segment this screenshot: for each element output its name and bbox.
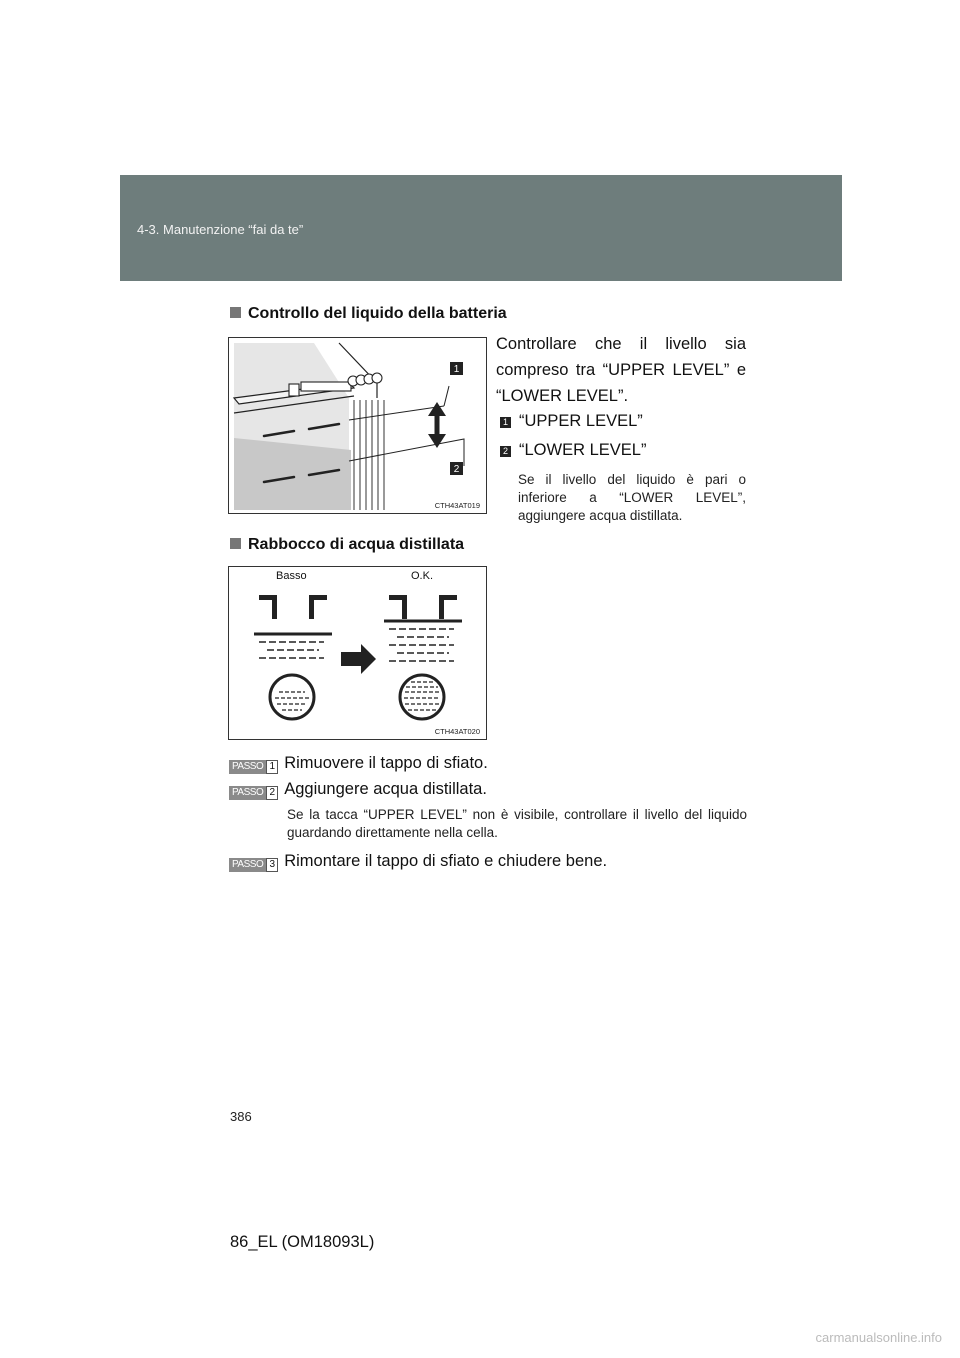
svg-text:1: 1 [453, 364, 460, 375]
document-code-footer: 86_EL (OM18093L) [230, 1233, 375, 1251]
svg-text:2: 2 [453, 464, 460, 475]
label-low: Basso [276, 570, 307, 582]
watermark-text: carmanualsonline.info [815, 1330, 942, 1345]
section-title-battery-check: Controllo del liquido della batteria [230, 305, 507, 323]
square-bullet-icon [230, 538, 241, 549]
legend-item-lower: 2 “LOWER LEVEL” [500, 441, 646, 460]
step-3: PASSO 3 Rimontare il tappo di sfiato e chiudere bene. [229, 852, 607, 872]
step-badge-icon: PASSO 3 [229, 858, 278, 872]
page-number: 386 [230, 1109, 252, 1124]
chapter-header-title: 4-3. Manutenzione “fai da te” [137, 222, 304, 237]
callout-2-icon: 2 [500, 446, 511, 457]
step-1: PASSO 1 Rimuovere il tappo di sfiato. [229, 754, 488, 774]
battery-check-note: Se il livello del liquido è pari o inferiore a “LOWER LEVEL”, aggiungere acqua distillata. [518, 472, 746, 523]
step-badge-icon: PASSO 2 [229, 786, 278, 800]
section-title-distilled-water: Rabbocco di acqua distillata [230, 536, 464, 554]
figure-code: CTH43AT019 [434, 501, 480, 510]
step-2: PASSO 2 Aggiungere acqua distillata. [229, 780, 487, 800]
figure-refill-levels [228, 566, 487, 740]
battery-check-paragraph: Controllare che il livello sia compreso tra “UPPER LEVEL” e “LOWER LEVEL”. [496, 335, 746, 405]
square-bullet-icon [230, 307, 241, 318]
step-badge-icon: PASSO 1 [229, 760, 278, 774]
callout-1-icon: 1 [500, 417, 511, 428]
step-2-note: Se la tacca “UPPER LEVEL” non è visibile, controllare il livello del liquido guardando direttamente nella cella. [287, 807, 747, 840]
legend-item-upper: 1 “UPPER LEVEL” [500, 412, 643, 431]
label-ok: O.K. [411, 570, 434, 582]
figure-code: CTH43AT020 [434, 727, 480, 736]
figure-battery-levels [228, 337, 487, 514]
